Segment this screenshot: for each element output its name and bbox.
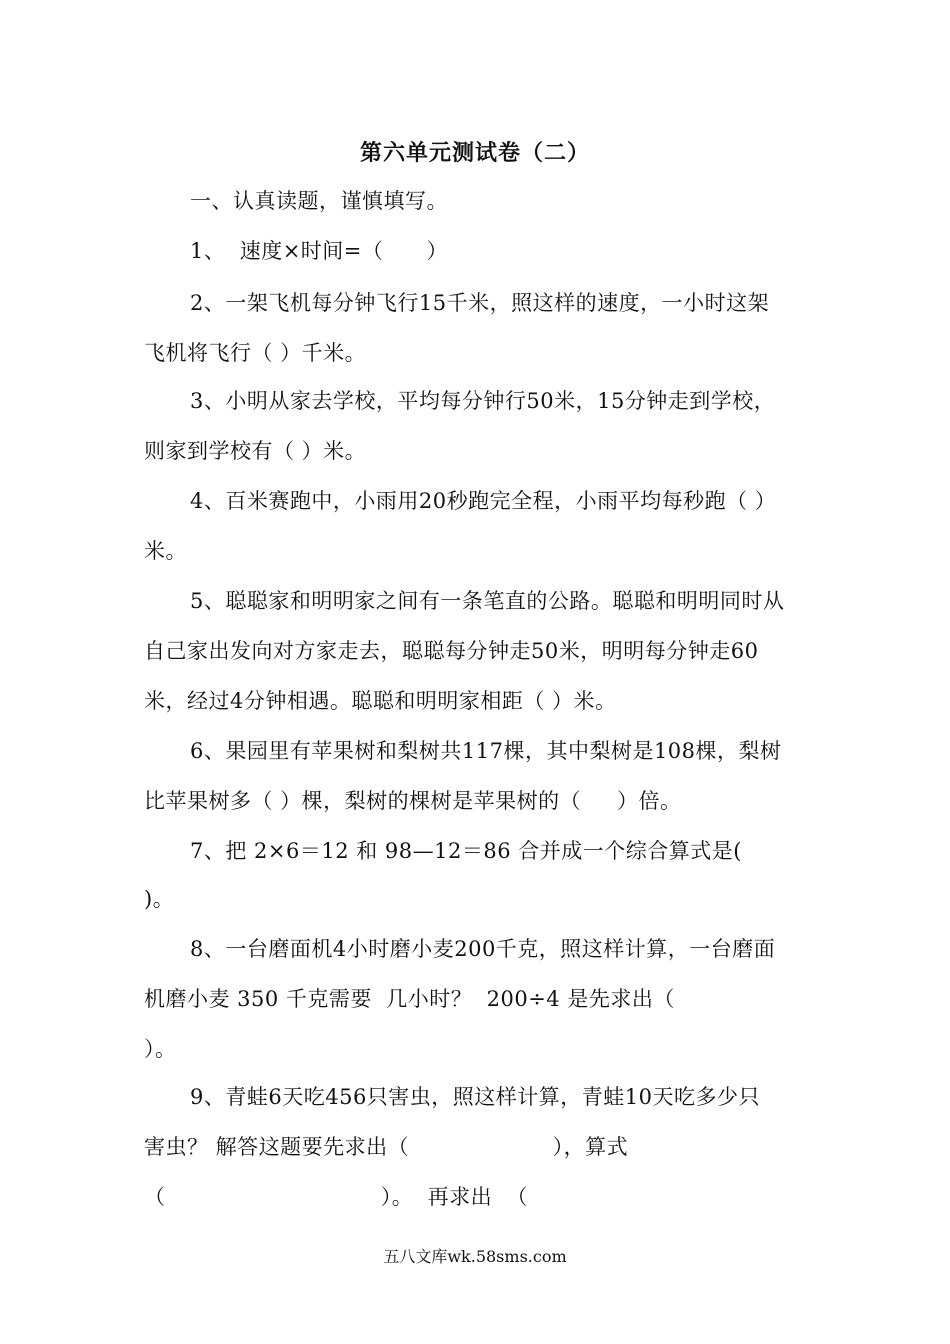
question-9-line-2: 害虫？ 解答这题要先求出（ ），算式 (144, 1135, 629, 1159)
question-5-line-3: 米，经过4分钟相遇。聪聪和明明家相距（ ）米。 (144, 689, 617, 713)
question-2-line-1: 2、一架飞机每分钟飞行15千米，照这样的速度，一小时这架 (190, 291, 770, 315)
question-7-line-2: )。 (144, 887, 175, 911)
question-8-line-3: ）。 (144, 1037, 177, 1061)
question-1: 1、 速度×时间=（ ） (190, 239, 448, 263)
question-9-line-1: 9、青蛙6天吃456只害虫，照这样计算，青蛙10天吃多少只 (190, 1085, 761, 1109)
question-3-line-1: 3、小明从家去学校，平均每分钟行50米，15分钟走到学校， (190, 389, 776, 413)
question-2-line-2: 飞机将飞行（ ）千米。 (144, 341, 367, 365)
page-title: 第六单元测试卷（二） (359, 140, 590, 166)
question-8-line-2: 机磨小麦 350 千克需要 几小时？ 200÷4 是先求出（ (144, 987, 675, 1011)
question-5-line-1: 5、聪聪家和明明家之间有一条笔直的公路。聪聪和明明同时从 (190, 589, 785, 613)
question-6-line-1: 6、果园里有苹果树和梨树共117棵，其中梨树是108棵，梨树 (190, 739, 782, 763)
question-7-line-1: 7、把 2×6＝12 和 98—12＝86 合并成一个综合算式是( (190, 839, 742, 863)
section-heading: 一、认真读题，谨慎填写。 (190, 189, 448, 213)
question-9-line-3: （ ）。 再求出 （ (144, 1185, 528, 1209)
footer-watermark: 五八文库wk.58sms.com (383, 1247, 567, 1266)
question-4-line-2: 米。 (144, 539, 187, 563)
question-3-line-2: 则家到学校有（ ）米。 (144, 439, 367, 463)
question-5-line-2: 自己家出发向对方家走去，聪聪每分钟走50米，明明每分钟走60 (144, 639, 759, 663)
question-8-line-1: 8、一台磨面机4小时磨小麦200千克，照这样计算，一台磨面 (190, 937, 776, 961)
question-4-line-1: 4、百米赛跑中，小雨用20秒跑完全程，小雨平均每秒跑（ ） (190, 489, 777, 513)
question-6-line-2: 比苹果树多（ ）棵，梨树的棵树是苹果树的（ ）倍。 (144, 789, 682, 813)
